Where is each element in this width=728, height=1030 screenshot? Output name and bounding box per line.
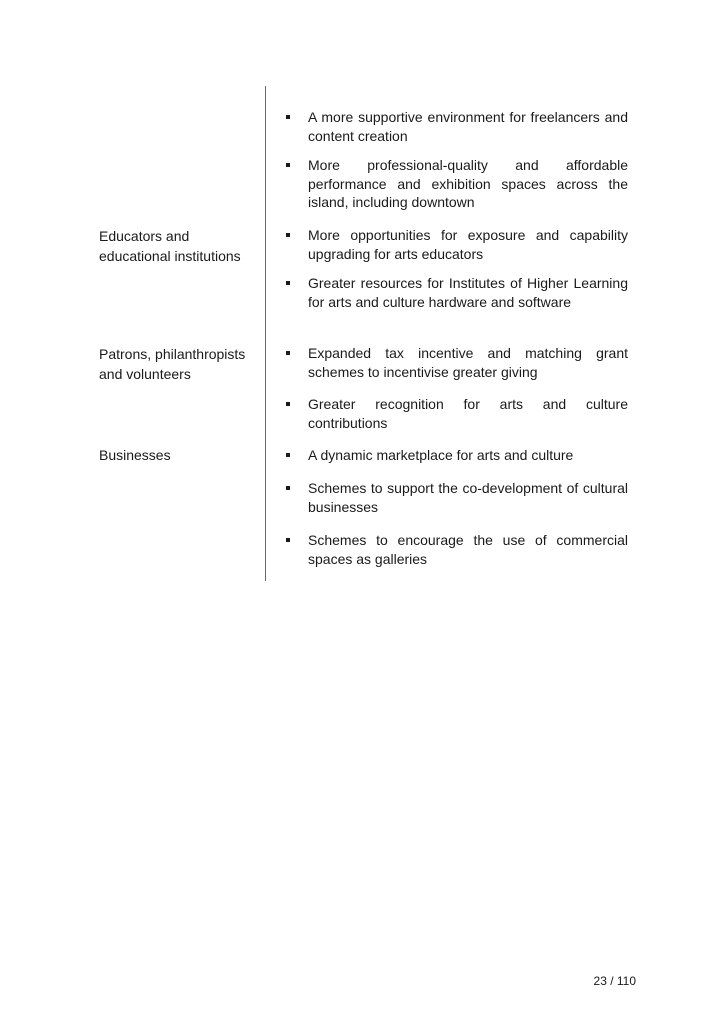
bullet-marker-icon — [286, 163, 290, 167]
bullet-marker-icon — [286, 115, 290, 119]
column-divider — [265, 86, 266, 581]
bullet-text: Greater recognition for arts and culture contributions — [308, 396, 628, 431]
bullet-text: Expanded tax incentive and matching grant schemes to incentivise greater giving — [308, 345, 628, 380]
bullet-marker-icon — [286, 281, 290, 285]
bullet-text: A dynamic marketplace for arts and culture — [308, 447, 574, 463]
list-item — [285, 446, 628, 465]
list-item — [285, 395, 628, 432]
bullet-text: Schemes to encourage the use of commercial spaces as galleries — [308, 532, 628, 567]
bullet-text: Schemes to support the co-development of cultural businesses — [308, 480, 628, 515]
bullet-marker-icon — [286, 486, 290, 490]
bullet-text: More opportunities for exposure and capability upgrading for arts educators — [308, 227, 628, 262]
bullet-marker-icon — [286, 233, 290, 237]
bullet-marker-icon — [286, 402, 290, 406]
list-item — [285, 344, 628, 381]
bullet-marker-icon — [286, 453, 290, 457]
bullet-text: Greater resources for Institutes of Higher Learning for arts and culture hardware and software — [308, 275, 628, 310]
page-number: 23 / 110 — [593, 974, 636, 988]
bullet-text: A more supportive environment for freelancers and content creation — [308, 109, 628, 144]
list-item — [285, 226, 628, 263]
list-item — [285, 108, 628, 145]
bullet-marker-icon — [286, 351, 290, 355]
stakeholder-label-businesses: Businesses — [99, 447, 171, 463]
stakeholder-label-patrons: Patrons, philanthropists and volunteers — [99, 346, 246, 382]
bullet-marker-icon — [286, 538, 290, 542]
list-item — [285, 274, 628, 311]
list-item — [285, 479, 628, 516]
stakeholder-label-educators: Educators and educational institutions — [99, 228, 241, 264]
list-item — [285, 156, 628, 212]
bullet-text: More professional-quality and affordable performance and exhibition spaces across the island, including downtown — [308, 157, 628, 210]
list-item — [285, 531, 628, 568]
